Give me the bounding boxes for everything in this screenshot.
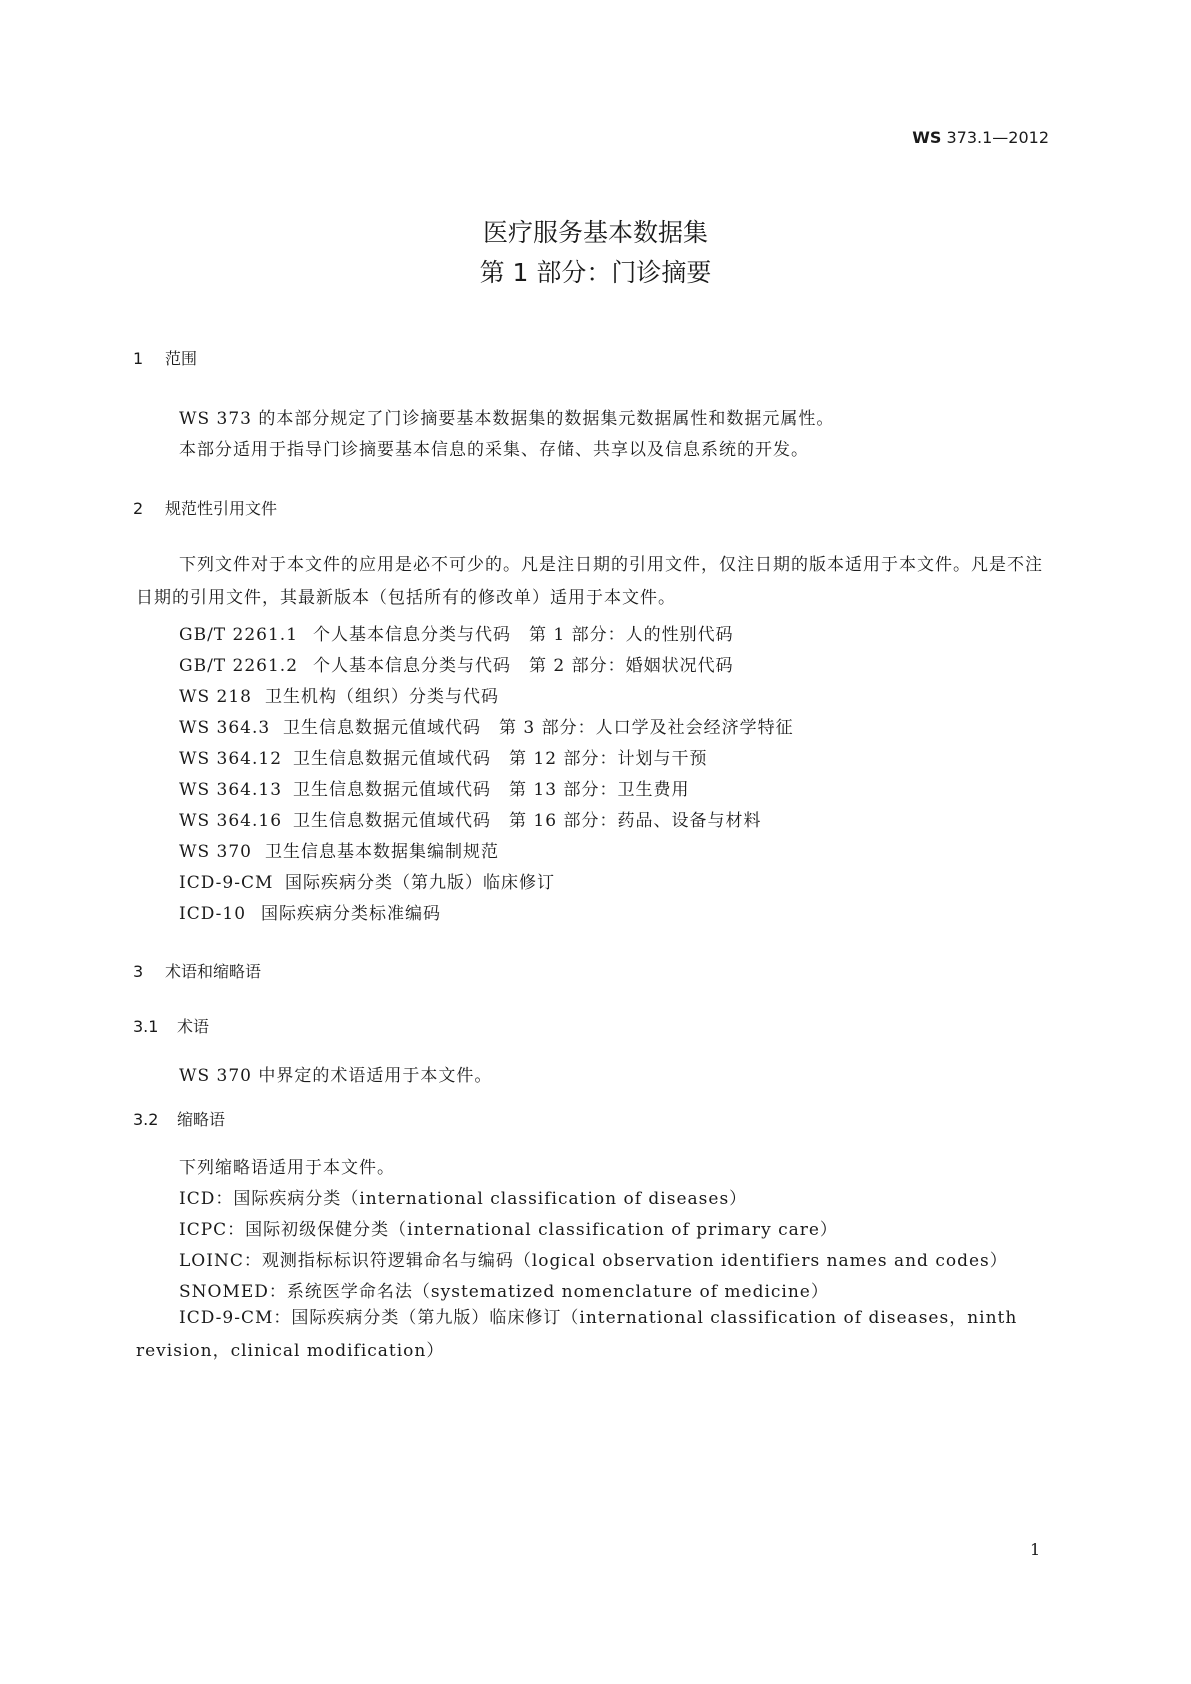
- reference-code: WS 364.12: [179, 749, 283, 769]
- section-1-title: 范围: [165, 349, 198, 368]
- reference-item: [179, 775, 689, 800]
- section-1-number: 1: [133, 349, 144, 368]
- section-3-1-number: 3.1: [133, 1017, 159, 1036]
- section-3-2-intro: 下列缩略语适用于本文件。: [179, 1158, 395, 1178]
- standard-number: 373.1—2012: [946, 128, 1049, 147]
- abbreviation-item: ICD-9-CM：国际疾病分类（第九版）临床修订（international classification of diseases，ninth revision，clinical modification）: [136, 1308, 1018, 1361]
- reference-code: ICD-10: [179, 904, 247, 924]
- reference-code: GB/T 2261.1: [179, 625, 299, 645]
- document-title-line2: 第 1 部分：门诊摘要: [479, 258, 712, 287]
- reference-code: GB/T 2261.2: [179, 656, 299, 676]
- document-title-line1: 医疗服务基本数据集: [482, 218, 708, 247]
- reference-item: [179, 837, 499, 862]
- reference-item: [179, 682, 499, 707]
- section-3-heading: [133, 959, 261, 982]
- reference-title: 卫生信息基本数据集编制规范: [265, 842, 499, 862]
- section-3-1-heading: [133, 1014, 209, 1037]
- reference-code: WS 218: [179, 687, 252, 707]
- reference-item: [179, 651, 734, 676]
- section-3-2-heading: [133, 1107, 225, 1130]
- section-2-number: 2: [133, 499, 144, 518]
- section-1-heading: [133, 346, 197, 369]
- reference-code: WS 370: [179, 842, 252, 862]
- reference-item: [179, 620, 734, 645]
- standard-prefix: WS: [912, 128, 942, 147]
- section-1-para-1: WS 373 的本部分规定了门诊摘要基本数据集的数据集元数据属性和数据元属性。: [179, 409, 835, 429]
- section-3-2-number: 3.2: [133, 1110, 159, 1129]
- page-number: 1: [1030, 1540, 1041, 1559]
- reference-title: 卫生信息数据元值域代码 第 12 部分：计划与干预: [293, 749, 708, 769]
- reference-title: 卫生机构（组织）分类与代码: [265, 687, 499, 707]
- reference-title: 个人基本信息分类与代码 第 1 部分：人的性别代码: [313, 625, 734, 645]
- reference-code: WS 364.16: [179, 811, 283, 831]
- section-2-intro: 下列文件对于本文件的应用是必不可少的。凡是注日期的引用文件，仅注日期的版本适用于本文件。凡是不注日期的引用文件，其最新版本（包括所有的修改单）适用于本文件。: [136, 555, 1043, 608]
- reference-title: 国际疾病分类（第九版）临床修订: [285, 873, 555, 893]
- reference-title: 个人基本信息分类与代码 第 2 部分：婚姻状况代码: [313, 656, 734, 676]
- reference-item: [179, 868, 555, 893]
- reference-item: [179, 744, 707, 769]
- abbreviation-item: SNOMED：系统医学命名法（systematized nomenclature of medicine）: [179, 1282, 829, 1302]
- reference-code: ICD-9-CM: [179, 873, 274, 893]
- reference-code: WS 364.3: [179, 718, 271, 738]
- abbreviation-item: ICPC：国际初级保健分类（international classification of primary care）: [179, 1220, 838, 1240]
- standard-number-header: [912, 128, 1049, 147]
- reference-title: 卫生信息数据元值域代码 第 16 部分：药品、设备与材料: [293, 811, 762, 831]
- section-3-2-title: 缩略语: [177, 1110, 226, 1129]
- section-3-1-title: 术语: [177, 1017, 210, 1036]
- section-3-title: 术语和缩略语: [165, 962, 262, 981]
- reference-item: [179, 899, 441, 924]
- section-3-1-text: WS 370 中界定的术语适用于本文件。: [179, 1066, 493, 1086]
- section-2-heading: [133, 496, 277, 519]
- abbreviation-item: ICD：国际疾病分类（international classification of diseases）: [179, 1189, 748, 1209]
- abbreviation-item: LOINC：观测指标标识符逻辑命名与编码（logical observation identifiers names and codes）: [179, 1251, 1008, 1271]
- section-2-title: 规范性引用文件: [165, 499, 278, 518]
- reference-item: [179, 806, 761, 831]
- section-1-para-2: 本部分适用于指导门诊摘要基本信息的采集、存储、共享以及信息系统的开发。: [179, 440, 809, 460]
- reference-title: 国际疾病分类标准编码: [261, 904, 441, 924]
- reference-code: WS 364.13: [179, 780, 283, 800]
- reference-title: 卫生信息数据元值域代码 第 3 部分：人口学及社会经济学特征: [283, 718, 794, 738]
- section-3-number: 3: [133, 962, 144, 981]
- reference-title: 卫生信息数据元值域代码 第 13 部分：卫生费用: [293, 780, 690, 800]
- reference-item: [179, 713, 794, 738]
